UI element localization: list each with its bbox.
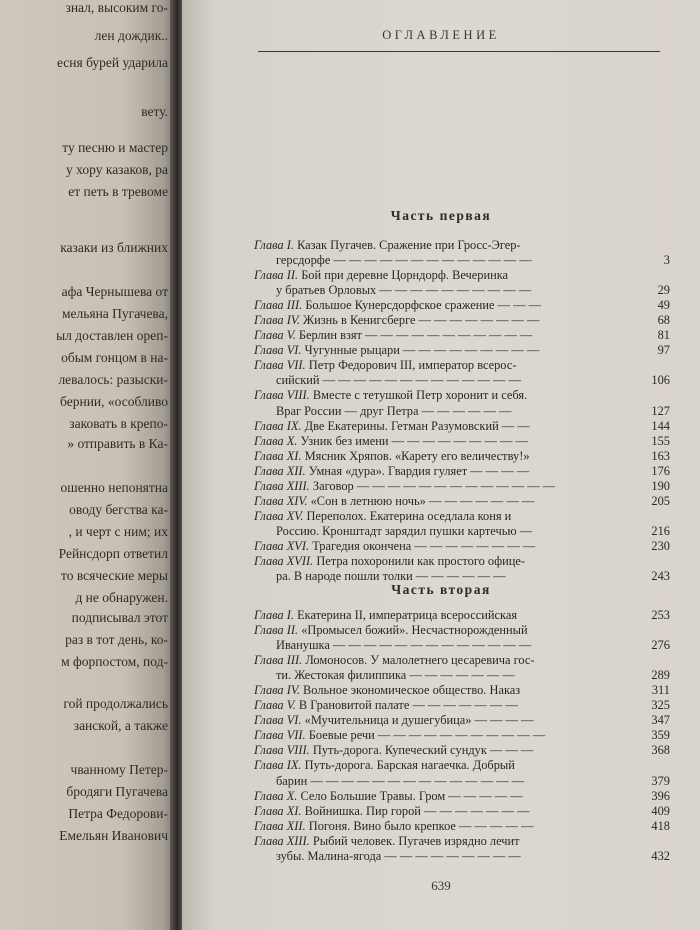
chapter-number: Глава XI. <box>254 448 302 463</box>
left-page-line: вету. <box>141 104 168 119</box>
left-page-line: гой продолжались <box>63 696 168 711</box>
chapter-number: Глава III. <box>254 653 303 668</box>
part-1-contents <box>254 238 670 584</box>
chapter-title-continuation: ра. В народе пошли толки — — — — — — <box>276 569 506 584</box>
page-ref: 325 <box>651 698 670 713</box>
chapter-title-continuation: зубы. Малина-ягода — — — — — — — — — <box>276 848 521 863</box>
left-page-line: казаки из ближних <box>60 240 168 255</box>
left-page <box>0 0 178 930</box>
chapter-number: Глава II. <box>254 268 299 283</box>
toc-entry <box>254 494 670 509</box>
left-page-line: есня бурей ударила <box>56 55 168 70</box>
left-page-line: занской, а также <box>73 718 168 733</box>
chapter-title-continuation: сийский — — — — — — — — — — — — — <box>276 373 521 388</box>
toc-entry <box>254 789 670 804</box>
page-ref: 3 <box>663 253 670 268</box>
left-page-line: бернии, «особливо <box>60 394 168 409</box>
chapter-number: Глава IX. <box>254 758 302 773</box>
chapter-title: Казак Пугачев. Сражение при Гросс-Эгер- <box>297 238 521 252</box>
left-page-line: Емельян Иванович <box>59 828 168 843</box>
left-page-line: раз в тот день, ко- <box>65 632 168 647</box>
chapter-number: Глава XV. <box>254 508 304 523</box>
toc-entry <box>254 238 670 268</box>
left-page-line: чванному Петер- <box>70 762 168 777</box>
chapter-title: Берлин взят — — — — — — — — — — — <box>298 328 533 343</box>
chapter-title: Вольное экономическое общество. Наказ <box>303 683 521 698</box>
toc-entry <box>254 328 670 343</box>
toc-entry <box>254 608 670 623</box>
left-page-line: , и черт с ним; их <box>68 524 168 539</box>
chapter-number: Глава XIII. <box>254 833 310 848</box>
page-ref: 347 <box>651 713 670 728</box>
toc-entry <box>254 419 670 434</box>
toc-entry <box>254 623 670 653</box>
chapter-title: Жизнь в Кенигсберге — — — — — — — — <box>303 313 540 328</box>
chapter-number: Глава X. <box>254 433 298 448</box>
toc-entry <box>254 758 670 788</box>
chapter-number: Глава II. <box>254 623 299 638</box>
toc-entry <box>254 683 670 698</box>
page-ref: 230 <box>651 538 670 553</box>
chapter-number: Глава I. <box>254 238 294 252</box>
left-page-line: у хору казаков, ра <box>66 162 168 177</box>
chapter-number: Глава V. <box>254 328 296 343</box>
chapter-number: Глава VIII. <box>254 388 310 403</box>
page-ref: 289 <box>651 668 670 683</box>
toc-entry <box>254 743 670 758</box>
page-ref: 97 <box>657 343 670 358</box>
chapter-number: Глава IX. <box>254 418 302 433</box>
chapter-title-continuation: Иванушка — — — — — — — — — — — — — <box>276 638 532 653</box>
chapter-number: Глава XII. <box>254 463 306 478</box>
chapter-title: «Промысел божий». Несчастнорожденный <box>301 623 528 638</box>
chapter-number: Глава I. <box>254 608 294 622</box>
chapter-title: «Мучительница и душегубица» — — — — <box>304 713 534 728</box>
toc-entry <box>254 509 670 539</box>
chapter-number: Глава XI. <box>254 803 302 818</box>
page-ref: 359 <box>651 728 670 743</box>
chapter-title: Чугунные рыцари — — — — — — — — — <box>304 343 540 358</box>
left-page-line: то всяческие меры <box>61 568 168 583</box>
toc-entry <box>254 434 670 449</box>
chapter-title: Село Большие Травы. Гром — — — — — <box>300 788 523 803</box>
chapter-title: Умная «дура». Гвардия гуляет — — — — <box>308 463 530 478</box>
chapter-title: «Сон в летнюю ночь» — — — — — — — <box>310 493 535 508</box>
page-ref: 311 <box>651 683 670 698</box>
toc-entry <box>254 479 670 494</box>
page-ref: 418 <box>651 818 670 833</box>
chapter-title: Петр Федорович III, император всерос- <box>308 358 517 373</box>
chapter-title: Ломоносов. У малолетнего цесаревича гос- <box>305 653 535 668</box>
chapter-title: В Грановитой палате — — — — — — — <box>298 698 518 713</box>
page-ref: 409 <box>651 803 670 818</box>
part-2-title: Часть вторая <box>391 582 491 597</box>
left-page-line: Рейнсдорп ответил <box>58 546 168 561</box>
toc-entry <box>254 728 670 743</box>
toc-entry <box>254 464 670 479</box>
toc-entry <box>254 819 670 834</box>
toc-entry <box>254 698 670 713</box>
chapter-number: Глава XIII. <box>254 478 310 493</box>
page-number: 639 <box>431 878 451 893</box>
chapter-title: Путь-дорога. Барская нагаечка. Добрый <box>304 758 515 773</box>
chapter-number: Глава VII. <box>254 358 306 373</box>
chapter-number: Глава VII. <box>254 728 306 743</box>
left-page-line: ыл доставлен ореп- <box>56 328 168 343</box>
chapter-title: Путь-дорога. Купеческий сундук — — — <box>312 743 534 758</box>
chapter-title-continuation: Враг России — друг Петра — — — — — — <box>276 403 512 418</box>
page-ref: 163 <box>651 448 670 463</box>
toc-entry <box>254 268 670 298</box>
left-page-line: мельяна Пугачева, <box>61 306 168 321</box>
page-ref: 29 <box>657 283 670 298</box>
chapter-number: Глава XII. <box>254 818 306 833</box>
chapter-title: Боевые речи — — — — — — — — — — — <box>308 728 546 743</box>
page-ref: 216 <box>651 523 670 538</box>
chapter-number: Глава XVII. <box>254 553 314 568</box>
chapter-title: Петра похоронили как простого офице- <box>316 553 526 568</box>
toc-entry <box>254 298 670 313</box>
chapter-number: Глава V. <box>254 698 296 713</box>
page-ref: 243 <box>651 569 670 584</box>
toc-entry <box>254 834 670 864</box>
page-ref: 155 <box>651 433 670 448</box>
chapter-title: Большое Кунерсдорфское сражение — — — <box>305 298 542 313</box>
chapter-title: Екатерина II, императрица всероссийская <box>297 608 518 622</box>
part-2-contents <box>254 608 670 864</box>
page-ref: 81 <box>657 328 670 343</box>
chapter-title: Заговор — — — — — — — — — — — — — <box>312 478 556 493</box>
chapter-title: Вместе с тетушкой Петр хоронит и себя. <box>312 388 528 403</box>
page-ref: 276 <box>651 638 670 653</box>
chapter-title: Мясник Хряпов. «Карету его величеству!» <box>304 448 530 463</box>
chapter-title-continuation: барин — — — — — — — — — — — — — — <box>276 773 525 788</box>
toc-entry <box>254 358 670 388</box>
toc-entry <box>254 449 670 464</box>
left-page-line: лен дождик.. <box>94 28 168 43</box>
chapter-title: Погоня. Вино было крепкое — — — — — <box>308 818 534 833</box>
page-ref: 106 <box>651 373 670 388</box>
left-page-line: м форпостом, под- <box>61 654 168 669</box>
chapter-number: Глава VI. <box>254 343 302 358</box>
left-page-line: бродяги Пугачева <box>66 784 168 799</box>
chapter-title: Рыбий человек. Пугачев изрядно лечит <box>312 833 520 848</box>
running-head: ОГЛАВЛЕНИЕ <box>382 28 500 42</box>
chapter-title: Войнишка. Пир горой — — — — — — — <box>304 803 530 818</box>
toc-entry <box>254 313 670 328</box>
chapter-title: Бой при деревне Цорндорф. Вечеринка <box>301 268 509 283</box>
left-page-line: ту песню и мастер <box>62 140 168 155</box>
toc-entry <box>254 653 670 683</box>
chapter-number: Глава IV. <box>254 313 300 328</box>
header-rule <box>258 51 660 52</box>
chapter-title-continuation: у братьев Орловых — — — — — — — — — — <box>276 283 532 298</box>
chapter-number: Глава III. <box>254 298 303 313</box>
page-ref: 205 <box>651 493 670 508</box>
chapter-number: Глава XVI. <box>254 538 310 553</box>
page-ref: 190 <box>651 478 670 493</box>
toc-entry <box>254 343 670 358</box>
left-page-line: оводу бегства ка- <box>69 502 168 517</box>
toc-entry <box>254 713 670 728</box>
toc-entry <box>254 804 670 819</box>
chapter-title-continuation: ти. Жестокая филиппика — — — — — — — <box>276 668 515 683</box>
page-ref: 144 <box>651 418 670 433</box>
chapter-title-continuation: Россию. Кронштадт зарядил пушки картечью — <box>276 523 533 538</box>
left-page-line: д не обнаружен. <box>75 590 168 605</box>
chapter-number: Глава XIV. <box>254 493 308 508</box>
page-ref: 253 <box>651 608 670 622</box>
chapter-title: Переполох. Екатерина оседлала коня и <box>306 508 512 523</box>
left-page-line: обым гонцом в на- <box>61 350 168 365</box>
chapter-title: Две Екатерины. Гетман Разумовский — — <box>304 418 530 433</box>
chapter-title: Узник без имени — — — — — — — — — <box>300 433 528 448</box>
left-page-line: знал, высоким го- <box>65 0 168 15</box>
page-ref: 379 <box>651 773 670 788</box>
left-page-line: афа Чернышева от <box>61 284 168 299</box>
left-page-line: ошенно непонятна <box>60 480 168 495</box>
page-ref: 396 <box>651 788 670 803</box>
left-page-line: подписывал этот <box>71 610 168 625</box>
page-ref: 49 <box>657 298 670 313</box>
page-ref: 368 <box>651 743 670 758</box>
page-ref: 68 <box>657 313 670 328</box>
toc-entry <box>254 539 670 554</box>
chapter-number: Глава X. <box>254 788 298 803</box>
chapter-number: Глава VI. <box>254 713 302 728</box>
page-ref: 432 <box>651 848 670 863</box>
chapter-title-continuation: герсдорфе — — — — — — — — — — — — — <box>276 253 532 268</box>
left-page-line: заковать в крепо- <box>69 416 168 431</box>
toc-entry <box>254 388 670 418</box>
toc-entry <box>254 554 670 584</box>
chapter-number: Глава VIII. <box>254 743 310 758</box>
left-page-line: Петра Федорови- <box>68 806 168 821</box>
left-page-line: » отправить в Ка- <box>67 436 168 451</box>
left-page-line: левалось: разыски- <box>58 372 168 387</box>
page-ref: 176 <box>651 463 670 478</box>
left-page-line: ет петь в тревоме <box>68 184 168 199</box>
right-page <box>182 0 700 930</box>
chapter-title: Трагедия окончена — — — — — — — — <box>312 538 536 553</box>
page-ref: 127 <box>651 403 670 418</box>
chapter-number: Глава IV. <box>254 683 300 698</box>
part-1-title: Часть первая <box>390 208 492 223</box>
